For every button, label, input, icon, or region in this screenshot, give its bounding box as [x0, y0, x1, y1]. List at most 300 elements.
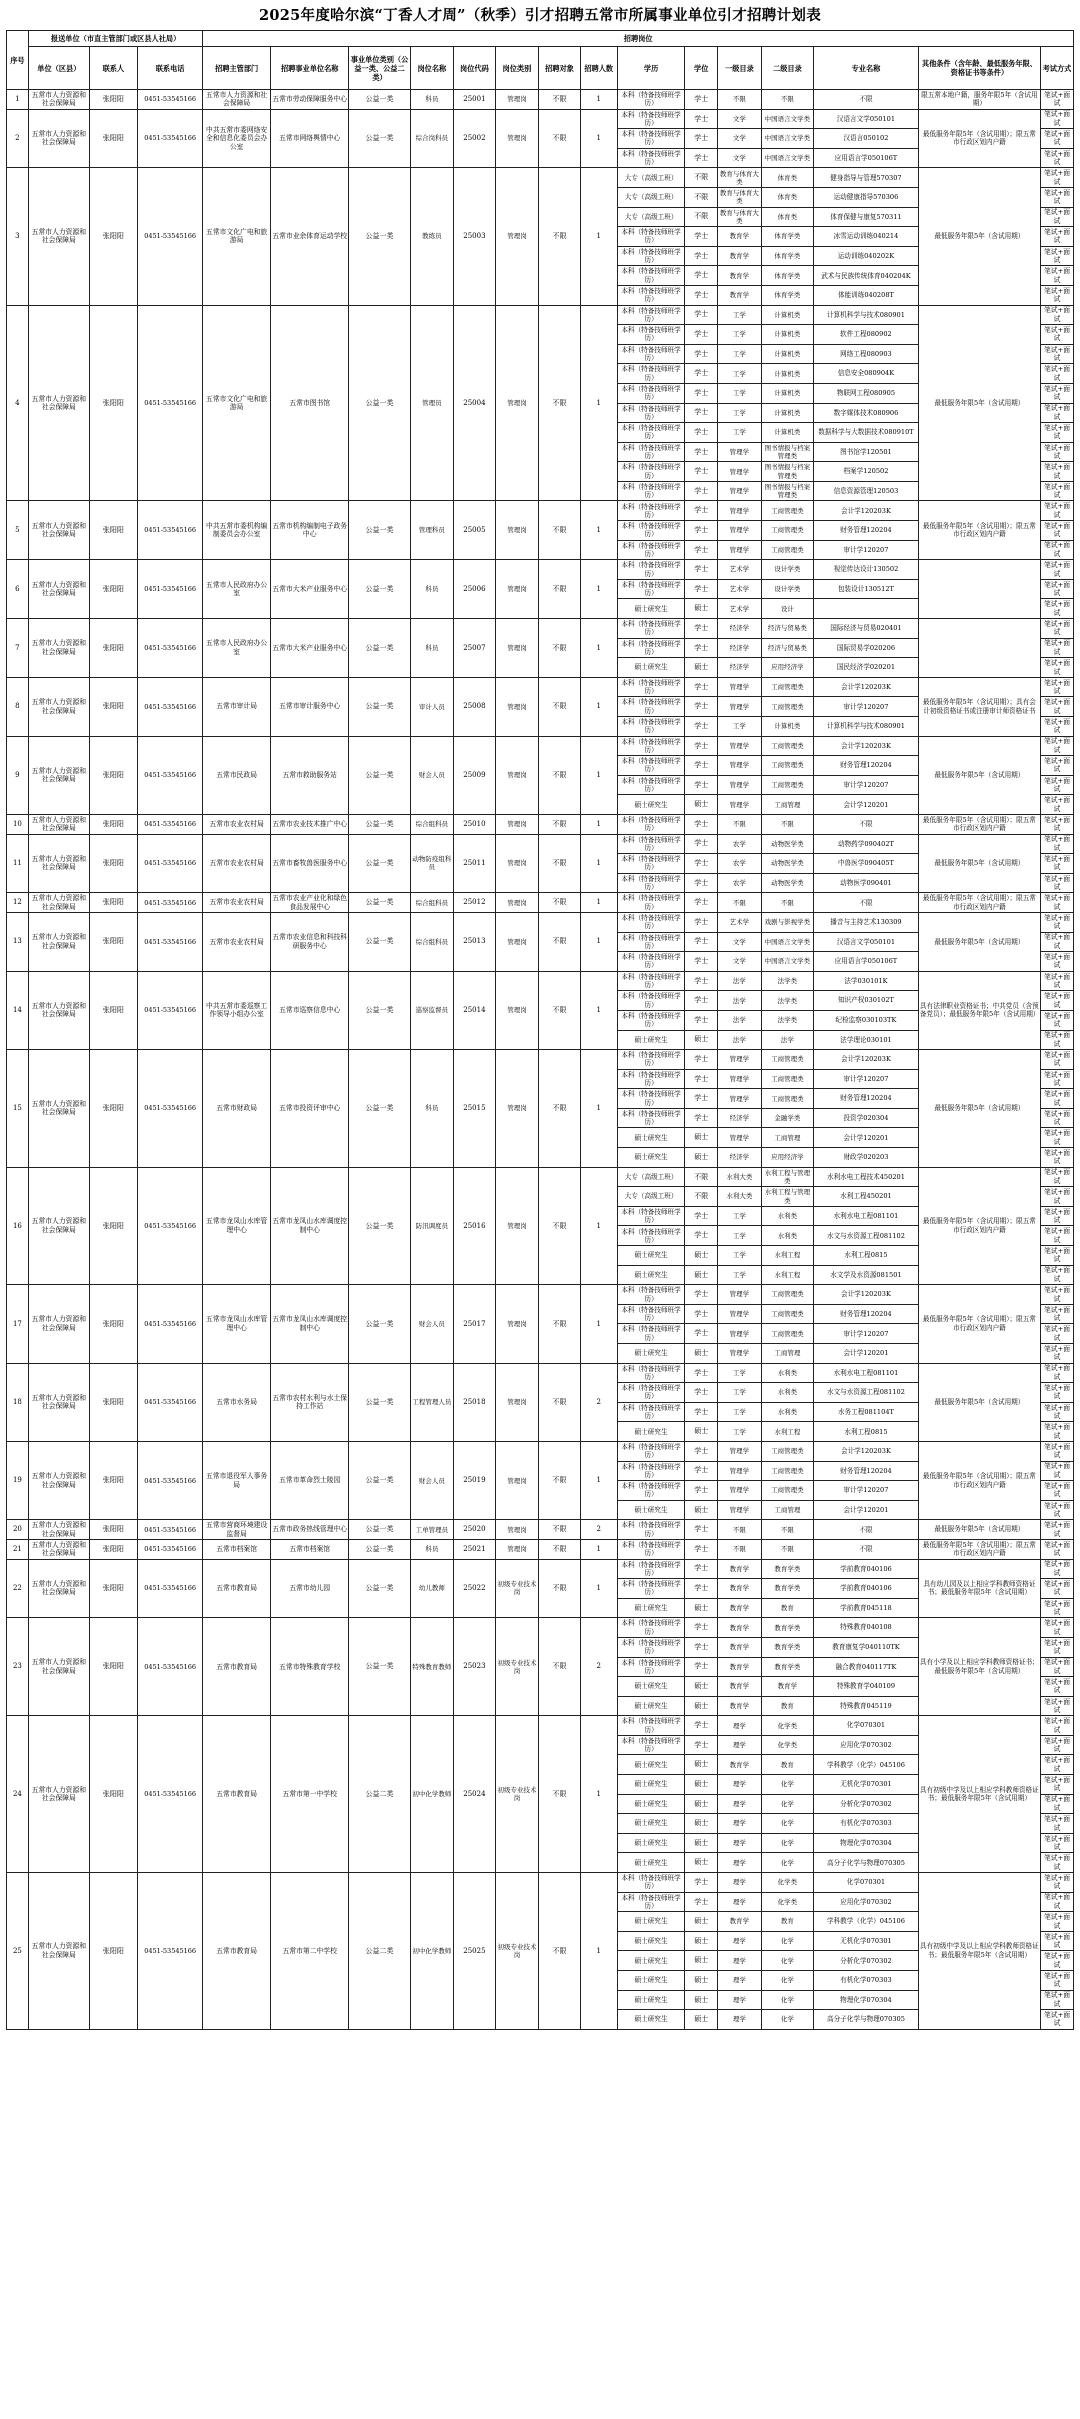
category-level-1: 理学 [718, 2010, 762, 2030]
education: 本科（特备技师班学历） [617, 481, 685, 501]
post-name: 财会人员 [410, 736, 454, 814]
exam-method: 笔试+面试 [1040, 148, 1073, 168]
degree: 学士 [685, 697, 718, 717]
post-type: 管理岗 [495, 1539, 539, 1559]
major-name: 播音与主持艺术130309 [814, 912, 919, 932]
major-name: 水利水电工程081101 [814, 1363, 919, 1383]
major-name [814, 599, 919, 619]
education: 本科（特备技师班学历） [617, 697, 685, 717]
hiring-count: 1 [580, 1716, 617, 1873]
hiring-target: 不限 [539, 1716, 580, 1873]
post-type: 管理岗 [495, 834, 539, 893]
table-row [7, 834, 1074, 854]
contact-phone: 0451-53545166 [137, 834, 202, 893]
hiring-dept: 五常市农业农村局 [203, 814, 271, 834]
category-level-1: 管理学 [718, 1128, 762, 1148]
exam-method: 笔试+面试 [1040, 1971, 1073, 1991]
degree: 学士 [685, 756, 718, 776]
table-row [7, 1441, 1074, 1461]
other-conditions: 最低服务年限5年（含试用期） [918, 736, 1040, 814]
degree: 硕士 [685, 599, 718, 619]
category-level-1: 农学 [718, 834, 762, 854]
category-level-1: 理学 [718, 1716, 762, 1736]
major-name: 物理化学070304 [814, 1833, 919, 1853]
major-name: 档案学120502 [814, 462, 919, 482]
row-seq: 9 [7, 736, 29, 814]
header-category: 事业单位类别（公益一类、公益二类） [349, 47, 410, 90]
org-category: 公益一类 [349, 1520, 410, 1540]
post-code: 25013 [454, 912, 495, 971]
major-name: 高分子化学与物理070305 [814, 2010, 919, 2030]
post-type: 管理岗 [495, 912, 539, 971]
degree: 学士 [685, 383, 718, 403]
major-name: 汉语言050102 [814, 129, 919, 149]
category-level-1: 管理学 [718, 756, 762, 776]
post-name: 工程管理人员 [410, 1363, 454, 1441]
major-name: 信息资源管理120503 [814, 481, 919, 501]
education: 本科（特备技师班学历） [617, 1657, 685, 1677]
org-category: 公益二类 [349, 1873, 410, 2030]
exam-method: 笔试+面试 [1040, 619, 1073, 639]
degree: 学士 [685, 1618, 718, 1638]
table-row [7, 1559, 1074, 1579]
major-name: 审计学120207 [814, 775, 919, 795]
org-category: 公益一类 [349, 560, 410, 619]
post-code: 25009 [454, 736, 495, 814]
category-level-1: 教育学 [718, 1755, 762, 1775]
degree: 学士 [685, 1520, 718, 1540]
hiring-org: 五常市业余体育运动学校 [270, 168, 349, 305]
hiring-org: 五常市农村水利与水土保持工作站 [270, 1363, 349, 1441]
exam-method: 笔试+面试 [1040, 736, 1073, 756]
category-level-2: 金融学类 [761, 1108, 813, 1128]
contact-phone: 0451-53545166 [137, 814, 202, 834]
category-level-1: 不限 [718, 814, 762, 834]
category-level-1: 管理学 [718, 736, 762, 756]
category-level-1: 管理学 [718, 1441, 762, 1461]
degree: 学士 [685, 266, 718, 286]
category-level-2: 中国语言文学类 [761, 932, 813, 952]
row-seq: 6 [7, 560, 29, 619]
post-code: 25004 [454, 305, 495, 501]
exam-method: 笔试+面试 [1040, 775, 1073, 795]
category-level-2: 工商管理类 [761, 1441, 813, 1461]
hiring-org: 五常市网络舆情中心 [270, 109, 349, 168]
category-level-2: 图书情报与档案管理类 [761, 462, 813, 482]
contact-phone: 0451-53545166 [137, 893, 202, 913]
category-level-1: 教育学 [718, 1912, 762, 1932]
hiring-dept: 五常市水务局 [203, 1363, 271, 1441]
org-category: 公益一类 [349, 109, 410, 168]
education: 本科（特备技师班学历） [617, 756, 685, 776]
major-name: 财务管理120204 [814, 521, 919, 541]
post-type: 管理岗 [495, 971, 539, 1049]
degree: 学士 [685, 285, 718, 305]
table-row [7, 109, 1074, 129]
exam-method: 笔试+面试 [1040, 1775, 1073, 1795]
other-conditions: 最低服务年限5年（含试用期）；限五常市行政区划内户籍 [918, 1539, 1040, 1559]
hiring-org: 五常市第二中学校 [270, 1873, 349, 2030]
exam-method: 笔试+面试 [1040, 854, 1073, 874]
report-unit: 五常市人力资源和社会保障局 [28, 912, 89, 971]
exam-method: 笔试+面试 [1040, 1833, 1073, 1853]
contact-person: 张阳阳 [89, 1559, 137, 1618]
hiring-count: 1 [580, 1559, 617, 1618]
exam-method: 笔试+面试 [1040, 1539, 1073, 1559]
category-level-2: 工商管理类 [761, 756, 813, 776]
major-name: 运动健康指导570306 [814, 187, 919, 207]
education: 硕士研究生 [617, 1912, 685, 1932]
post-type: 管理岗 [495, 814, 539, 834]
category-level-2: 工商管理类 [761, 1069, 813, 1089]
hiring-count: 1 [580, 736, 617, 814]
recruitment-table [6, 30, 1074, 2030]
post-type: 管理岗 [495, 168, 539, 305]
category-level-2: 工商管理类 [761, 1089, 813, 1109]
degree: 硕士 [685, 1598, 718, 1618]
org-category: 公益一类 [349, 677, 410, 736]
category-level-2: 化学 [761, 1990, 813, 2010]
major-name: 知识产权030102T [814, 991, 919, 1011]
table-row [7, 1520, 1074, 1540]
exam-method: 笔试+面试 [1040, 1814, 1073, 1834]
exam-method: 笔试+面试 [1040, 579, 1073, 599]
category-level-1: 文学 [718, 109, 762, 129]
hiring-dept: 五常市退役军人事务局 [203, 1441, 271, 1519]
category-level-2: 水利类 [761, 1383, 813, 1403]
other-conditions [918, 560, 1040, 619]
education: 本科（特备技师班学历） [617, 1716, 685, 1736]
major-name: 中兽医学090405T [814, 854, 919, 874]
exam-method: 笔试+面试 [1040, 873, 1073, 893]
post-code: 25017 [454, 1285, 495, 1363]
exam-method: 笔试+面试 [1040, 756, 1073, 776]
major-name: 运动训练040202K [814, 246, 919, 266]
header-phone: 联系电话 [137, 47, 202, 90]
org-category: 公益一类 [349, 1559, 410, 1618]
hiring-org: 五常市巡察信息中心 [270, 971, 349, 1049]
major-name: 审计学120207 [814, 697, 919, 717]
post-code: 25008 [454, 677, 495, 736]
post-code: 25003 [454, 168, 495, 305]
education: 硕士研究生 [617, 1990, 685, 2010]
major-name: 会计学120201 [814, 1344, 919, 1364]
exam-method: 笔试+面试 [1040, 1285, 1073, 1305]
major-name: 化学070301 [814, 1716, 919, 1736]
category-level-1: 艺术学 [718, 912, 762, 932]
hiring-count: 1 [580, 834, 617, 893]
category-level-1: 管理学 [718, 1069, 762, 1089]
exam-method: 笔试+面试 [1040, 1246, 1073, 1266]
exam-method: 笔试+面试 [1040, 1402, 1073, 1422]
contact-phone: 0451-53545166 [137, 619, 202, 678]
education: 本科（特备技师班学历） [617, 442, 685, 462]
hiring-target: 不限 [539, 305, 580, 501]
degree: 硕士 [685, 1990, 718, 2010]
major-name: 融合教育040117TK [814, 1657, 919, 1677]
header-dept: 招聘主管部门 [203, 47, 271, 90]
category-level-1: 理学 [718, 1814, 762, 1834]
category-level-2: 计算机类 [761, 423, 813, 443]
degree: 硕士 [685, 1344, 718, 1364]
exam-method: 笔试+面试 [1040, 1363, 1073, 1383]
contact-phone: 0451-53545166 [137, 1520, 202, 1540]
major-name: 应用语言学050106T [814, 952, 919, 972]
major-name: 财务管理120204 [814, 756, 919, 776]
major-name: 软件工程080902 [814, 325, 919, 345]
post-type: 管理岗 [495, 1050, 539, 1168]
education: 本科（特备技师班学历） [617, 266, 685, 286]
other-conditions: 最低服务年限5年（含试用期） [918, 305, 1040, 501]
other-conditions: 最低服务年限5年（含试用期） [918, 168, 1040, 305]
exam-method: 笔试+面试 [1040, 1441, 1073, 1461]
category-level-2: 工商管理类 [761, 697, 813, 717]
hiring-target: 不限 [539, 109, 580, 168]
table-row [7, 619, 1074, 639]
category-level-1: 经济学 [718, 1108, 762, 1128]
category-level-2: 法学 [761, 1030, 813, 1050]
hiring-dept: 中共五常市委机构编制委员会办公室 [203, 501, 271, 560]
contact-person: 张阳阳 [89, 1716, 137, 1873]
degree: 学士 [685, 1873, 718, 1893]
major-name: 教育康复学040110TK [814, 1637, 919, 1657]
exam-method: 笔试+面试 [1040, 2010, 1073, 2030]
degree: 硕士 [685, 1148, 718, 1168]
education: 硕士研究生 [617, 1853, 685, 1873]
post-code: 25020 [454, 1520, 495, 1540]
exam-method: 笔试+面试 [1040, 1716, 1073, 1736]
degree: 学士 [685, 677, 718, 697]
table-row [7, 971, 1074, 991]
category-level-1: 工学 [718, 344, 762, 364]
category-level-2: 教育学类 [761, 1579, 813, 1599]
degree: 学士 [685, 1285, 718, 1305]
exam-method: 笔试+面试 [1040, 932, 1073, 952]
degree: 学士 [685, 1441, 718, 1461]
degree: 学士 [685, 638, 718, 658]
hiring-count: 1 [580, 1050, 617, 1168]
row-seq: 20 [7, 1520, 29, 1540]
other-conditions: 最低服务年限5年（含试用期）；限五常市行政区划内户籍 [918, 814, 1040, 834]
table-row [7, 893, 1074, 913]
category-level-1: 教育与体育大类 [718, 207, 762, 227]
contact-person: 张阳阳 [89, 893, 137, 913]
hiring-dept: 五常市民政局 [203, 736, 271, 814]
category-level-1: 教育学 [718, 1579, 762, 1599]
hiring-dept: 五常市龙凤山水库管理中心 [203, 1285, 271, 1363]
major-name: 武术与民族传统体育040204K [814, 266, 919, 286]
category-level-2: 计算机类 [761, 403, 813, 423]
row-seq: 8 [7, 677, 29, 736]
education: 本科（特备技师班学历） [617, 873, 685, 893]
category-level-2: 体育学类 [761, 227, 813, 247]
post-type: 管理岗 [495, 305, 539, 501]
category-level-1: 经济学 [718, 658, 762, 678]
hiring-target: 不限 [539, 893, 580, 913]
hiring-org: 五常市革命烈士陵园 [270, 1441, 349, 1519]
major-name: 体育保健与康复570311 [814, 207, 919, 227]
category-level-1: 教育学 [718, 1559, 762, 1579]
degree: 学士 [685, 1069, 718, 1089]
post-name: 工单管理员 [410, 1520, 454, 1540]
contact-person: 张阳阳 [89, 1618, 137, 1716]
contact-phone: 0451-53545166 [137, 677, 202, 736]
post-name: 巡察监督员 [410, 971, 454, 1049]
hiring-count: 2 [580, 1520, 617, 1540]
post-name: 综合组科员 [410, 814, 454, 834]
major-name: 审计学120207 [814, 1324, 919, 1344]
category-level-2: 教育学 [761, 1677, 813, 1697]
degree: 学士 [685, 1304, 718, 1324]
hiring-count: 1 [580, 971, 617, 1049]
education: 本科（特备技师班学历） [617, 521, 685, 541]
education: 本科（特备技师班学历） [617, 109, 685, 129]
education: 硕士研究生 [617, 1030, 685, 1050]
category-level-2: 体育学类 [761, 285, 813, 305]
report-unit: 五常市人力资源和社会保障局 [28, 90, 89, 110]
education: 本科（特备技师班学历） [617, 619, 685, 639]
education: 本科（特备技师班学历） [617, 1402, 685, 1422]
exam-method: 笔试+面试 [1040, 1931, 1073, 1951]
education: 大专（高级工班） [617, 1167, 685, 1187]
post-code: 25022 [454, 1559, 495, 1618]
education: 本科（特备技师班学历） [617, 305, 685, 325]
education: 硕士研究生 [617, 1500, 685, 1520]
category-level-1: 工学 [718, 1206, 762, 1226]
exam-method: 笔试+面试 [1040, 540, 1073, 560]
post-type: 管理岗 [495, 1285, 539, 1363]
education: 本科（特备技师班学历） [617, 1206, 685, 1226]
degree: 学士 [685, 1481, 718, 1501]
major-name: 水文学及水资源081501 [814, 1265, 919, 1285]
category-level-1: 工学 [718, 423, 762, 443]
other-conditions: 最低服务年限5年（含试用期）；限五常市行政区划内户籍 [918, 109, 1040, 168]
degree: 学士 [685, 1716, 718, 1736]
degree: 不限 [685, 1167, 718, 1187]
major-name: 视觉传达设计130502 [814, 560, 919, 580]
exam-method: 笔试+面试 [1040, 1520, 1073, 1540]
degree: 学士 [685, 893, 718, 913]
post-code: 25015 [454, 1050, 495, 1168]
contact-person: 张阳阳 [89, 1539, 137, 1559]
category-level-1: 工学 [718, 325, 762, 345]
education: 本科（特备技师班学历） [617, 717, 685, 737]
hiring-target: 不限 [539, 912, 580, 971]
table-row [7, 1618, 1074, 1638]
major-name: 不限 [814, 814, 919, 834]
degree: 硕士 [685, 1853, 718, 1873]
category-level-1: 管理学 [718, 521, 762, 541]
report-unit: 五常市人力资源和社会保障局 [28, 1441, 89, 1519]
hiring-target: 不限 [539, 168, 580, 305]
education: 硕士研究生 [617, 1833, 685, 1853]
major-name: 会计学120201 [814, 1500, 919, 1520]
degree: 学士 [685, 1206, 718, 1226]
category-level-2: 工商管理 [761, 1344, 813, 1364]
major-name: 国际贸易学020206 [814, 638, 919, 658]
category-level-2: 工商管理类 [761, 677, 813, 697]
category-level-1: 文学 [718, 129, 762, 149]
degree: 不限 [685, 1187, 718, 1207]
degree: 学士 [685, 540, 718, 560]
exam-method: 笔试+面试 [1040, 1892, 1073, 1912]
major-name: 学科教学（化学）045106 [814, 1912, 919, 1932]
post-name: 科员 [410, 90, 454, 110]
degree: 硕士 [685, 1775, 718, 1795]
hiring-count: 1 [580, 677, 617, 736]
degree: 学士 [685, 1539, 718, 1559]
category-level-2: 教育学类 [761, 1637, 813, 1657]
exam-method: 笔试+面试 [1040, 344, 1073, 364]
major-name: 包装设计130512T [814, 579, 919, 599]
major-name: 不限 [814, 893, 919, 913]
hiring-dept: 五常市人民政府办公室 [203, 560, 271, 619]
major-name: 水利水电工程技术450201 [814, 1167, 919, 1187]
row-seq: 21 [7, 1539, 29, 1559]
major-name: 会计学120203K [814, 677, 919, 697]
degree: 学士 [685, 952, 718, 972]
category-level-1: 不限 [718, 1539, 762, 1559]
category-level-2: 化学类 [761, 1892, 813, 1912]
degree: 学士 [685, 129, 718, 149]
hiring-target: 不限 [539, 1539, 580, 1559]
contact-person: 张阳阳 [89, 1167, 137, 1285]
education: 本科（特备技师班学历） [617, 501, 685, 521]
category-level-2: 工商管理类 [761, 1324, 813, 1344]
hiring-dept: 五常市营商环境建设监督局 [203, 1520, 271, 1540]
post-type: 管理岗 [495, 619, 539, 678]
post-name: 科员 [410, 560, 454, 619]
row-seq: 12 [7, 893, 29, 913]
category-level-1: 教育学 [718, 1598, 762, 1618]
contact-phone: 0451-53545166 [137, 1716, 202, 1873]
header-seq: 序号 [7, 31, 29, 90]
degree: 学士 [685, 462, 718, 482]
category-level-2: 化学 [761, 1951, 813, 1971]
hiring-target: 不限 [539, 90, 580, 110]
exam-method: 笔试+面试 [1040, 1148, 1073, 1168]
table-row [7, 736, 1074, 756]
exam-method: 笔试+面试 [1040, 560, 1073, 580]
contact-person: 张阳阳 [89, 1520, 137, 1540]
post-code: 25012 [454, 893, 495, 913]
row-seq: 17 [7, 1285, 29, 1363]
category-level-1: 教育学 [718, 266, 762, 286]
org-category: 公益一类 [349, 501, 410, 560]
post-code: 25011 [454, 834, 495, 893]
post-code: 25005 [454, 501, 495, 560]
major-name: 国际经济与贸易020401 [814, 619, 919, 639]
post-code: 25023 [454, 1618, 495, 1716]
education: 本科（特备技师班学历） [617, 1892, 685, 1912]
major-name: 水利工程450201 [814, 1187, 919, 1207]
major-name: 特殊教育040108 [814, 1618, 919, 1638]
contact-phone: 0451-53545166 [137, 1167, 202, 1285]
degree: 学士 [685, 423, 718, 443]
header-exam: 考试方式 [1040, 47, 1073, 90]
row-seq: 16 [7, 1167, 29, 1285]
category-level-1: 工学 [718, 403, 762, 423]
degree: 硕士 [685, 1696, 718, 1716]
exam-method: 笔试+面试 [1040, 697, 1073, 717]
education: 本科（特备技师班学历） [617, 1010, 685, 1030]
hiring-dept: 五常市农业农村局 [203, 893, 271, 913]
major-name: 纪检监察030103TK [814, 1010, 919, 1030]
other-conditions: 最低服务年限5年（含试用期） [918, 834, 1040, 893]
hiring-dept: 五常市文化广电和旅游局 [203, 305, 271, 501]
category-level-1: 管理学 [718, 1304, 762, 1324]
exam-method: 笔试+面试 [1040, 168, 1073, 188]
